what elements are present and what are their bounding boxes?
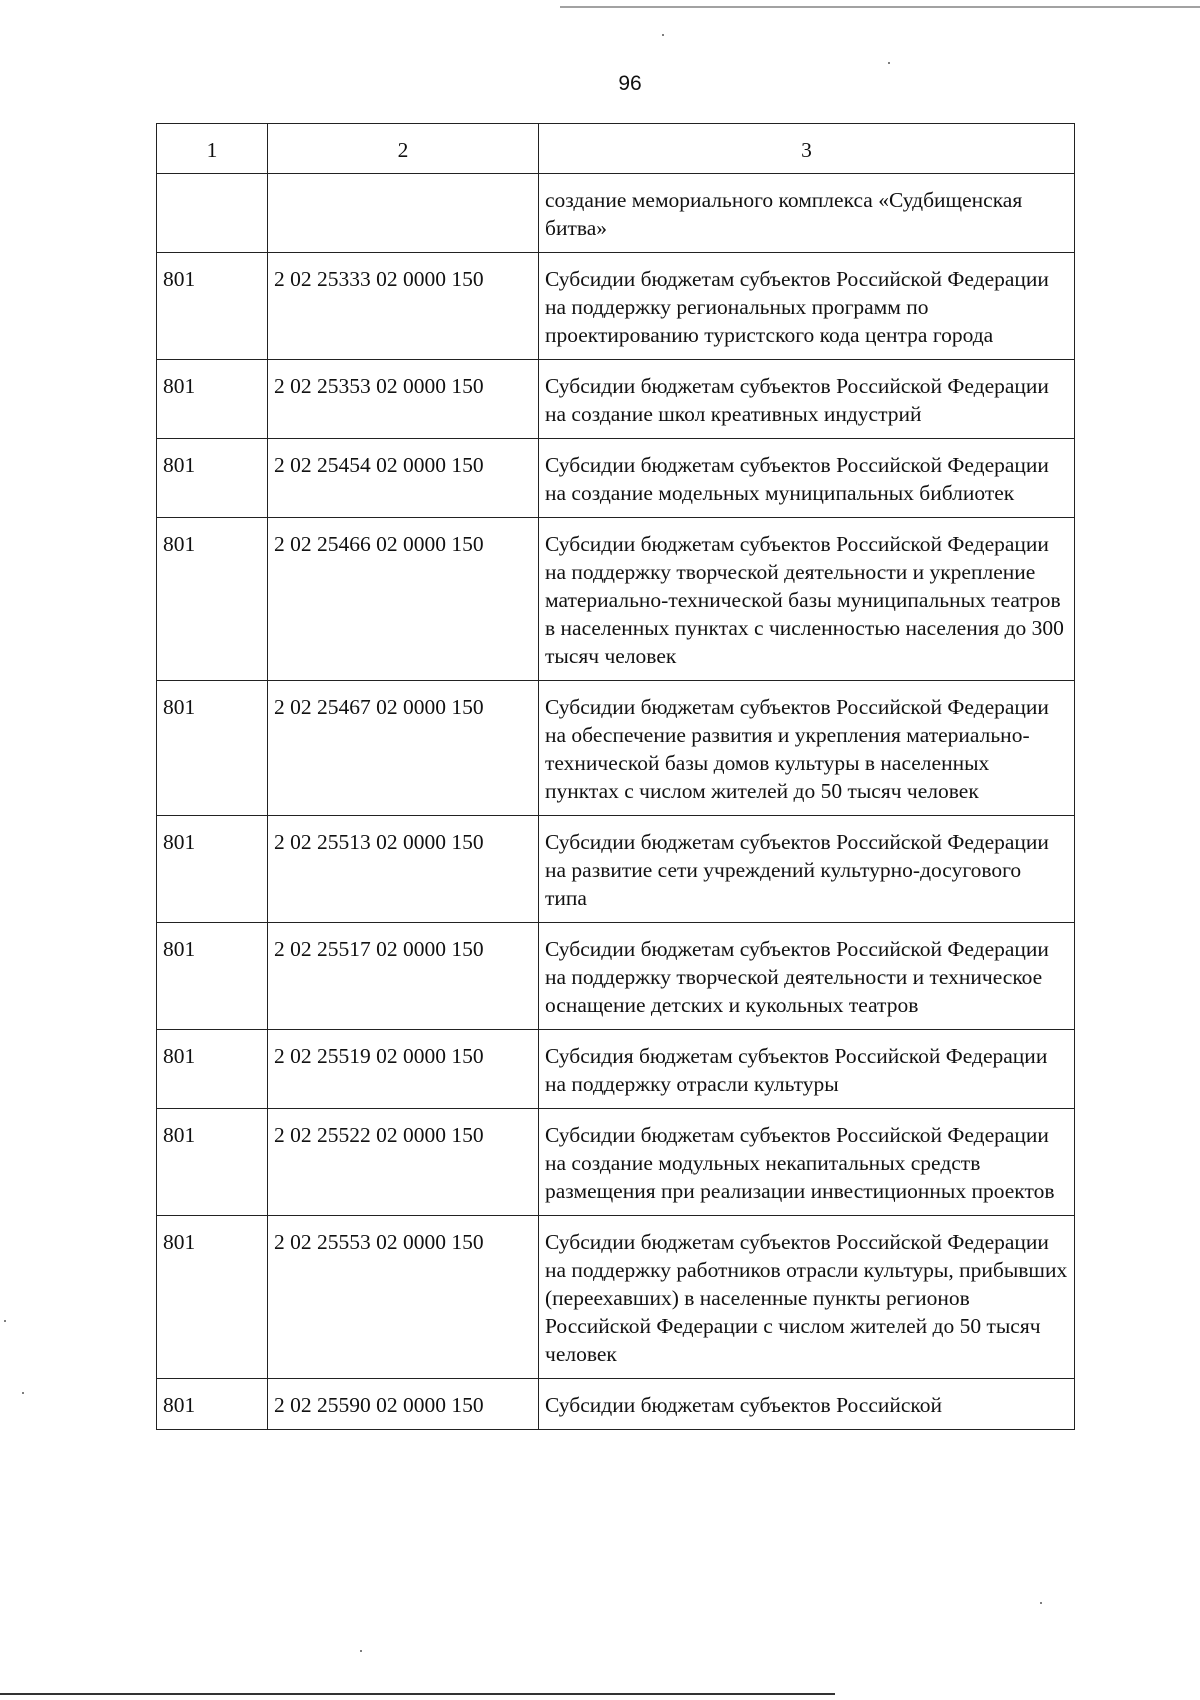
description-cell: Субсидии бюджетам субъектов Российской Федерации на создание модульных некапитальных средств размещения при реализации инвестиционных проектов — [539, 1109, 1075, 1216]
scan-speck — [888, 62, 890, 64]
description-cell: Субсидии бюджетам субъектов Российской Федерации на создание школ креативных индустрий — [539, 360, 1075, 439]
admin-code-cell: 801 — [157, 1109, 268, 1216]
budget-code-cell: 2 02 25517 02 0000 150 — [268, 923, 539, 1030]
budget-code-cell: 2 02 25333 02 0000 150 — [268, 253, 539, 360]
table-row — [157, 1216, 1075, 1379]
admin-code-cell — [157, 174, 268, 253]
admin-code-cell: 801 — [157, 923, 268, 1030]
admin-code-cell: 801 — [157, 518, 268, 681]
header-cell-1: 1 — [157, 124, 268, 174]
description-cell: Субсидии бюджетам субъектов Российской Федерации на развитие сети учреждений культурно-досугового типа — [539, 816, 1075, 923]
description-cell: Субсидии бюджетам субъектов Российской Федерации на поддержку работников отрасли культуры, прибывших (переехавших) в населенные пункты регионов Российской Федерации с числом жителей до 50 тысяч человек — [539, 1216, 1075, 1379]
budget-code-cell: 2 02 25467 02 0000 150 — [268, 681, 539, 816]
table-row — [157, 1030, 1075, 1109]
admin-code-cell: 801 — [157, 253, 268, 360]
description-cell: Субсидии бюджетам субъектов Российской — [539, 1379, 1075, 1430]
scan-speck — [662, 34, 664, 36]
admin-code-cell: 801 — [157, 681, 268, 816]
budget-code-table — [156, 123, 1075, 1430]
scan-speck — [22, 1392, 24, 1394]
admin-code-cell: 801 — [157, 1216, 268, 1379]
header-cell-3: 3 — [539, 124, 1075, 174]
admin-code-cell: 801 — [157, 439, 268, 518]
scan-artifact-line-top — [560, 6, 1200, 8]
admin-code-cell: 801 — [157, 816, 268, 923]
table-row — [157, 681, 1075, 816]
table-row — [157, 439, 1075, 518]
description-cell: Субсидии бюджетам субъектов Российской Федерации на поддержку региональных программ по проектированию туристского кода центра города — [539, 253, 1075, 360]
description-cell: Субсидия бюджетам субъектов Российской Федерации на поддержку отрасли культуры — [539, 1030, 1075, 1109]
scan-artifact-line-bottom — [0, 1693, 835, 1695]
table-row — [157, 253, 1075, 360]
budget-code-cell: 2 02 25522 02 0000 150 — [268, 1109, 539, 1216]
budget-code-cell: 2 02 25519 02 0000 150 — [268, 1030, 539, 1109]
scan-speck — [1040, 1602, 1042, 1604]
header-cell-2: 2 — [268, 124, 539, 174]
budget-code-cell: 2 02 25466 02 0000 150 — [268, 518, 539, 681]
scan-speck — [360, 1650, 362, 1652]
description-cell: Субсидии бюджетам субъектов Российской Федерации на поддержку творческой деятельности и укрепление материально-технической базы муниципальных театров в населенных пунктах с численностью населения до 300 тысяч человек — [539, 518, 1075, 681]
table-row — [157, 360, 1075, 439]
admin-code-cell: 801 — [157, 360, 268, 439]
budget-code-cell: 2 02 25353 02 0000 150 — [268, 360, 539, 439]
table-row — [157, 174, 1075, 253]
admin-code-cell: 801 — [157, 1379, 268, 1430]
budget-code-cell: 2 02 25553 02 0000 150 — [268, 1216, 539, 1379]
budget-code-cell — [268, 174, 539, 253]
table-row — [157, 1379, 1075, 1430]
table-row — [157, 923, 1075, 1030]
table-header-row — [157, 124, 1075, 174]
description-cell: Субсидии бюджетам субъектов Российской Федерации на создание модельных муниципальных библиотек — [539, 439, 1075, 518]
table-row — [157, 816, 1075, 923]
description-cell: создание мемориального комплекса «Судбищенская битва» — [539, 174, 1075, 253]
scan-speck — [4, 1320, 6, 1322]
page-number: 96 — [618, 72, 642, 95]
table-row — [157, 518, 1075, 681]
description-cell: Субсидии бюджетам субъектов Российской Федерации на обеспечение развития и укрепления материально-технической базы домов культуры в населенных пунктах с числом жителей до 50 тысяч человек — [539, 681, 1075, 816]
description-cell: Субсидии бюджетам субъектов Российской Федерации на поддержку творческой деятельности и техническое оснащение детских и кукольных театров — [539, 923, 1075, 1030]
admin-code-cell: 801 — [157, 1030, 268, 1109]
table-row — [157, 1109, 1075, 1216]
budget-code-cell: 2 02 25590 02 0000 150 — [268, 1379, 539, 1430]
budget-code-cell: 2 02 25513 02 0000 150 — [268, 816, 539, 923]
budget-code-cell: 2 02 25454 02 0000 150 — [268, 439, 539, 518]
